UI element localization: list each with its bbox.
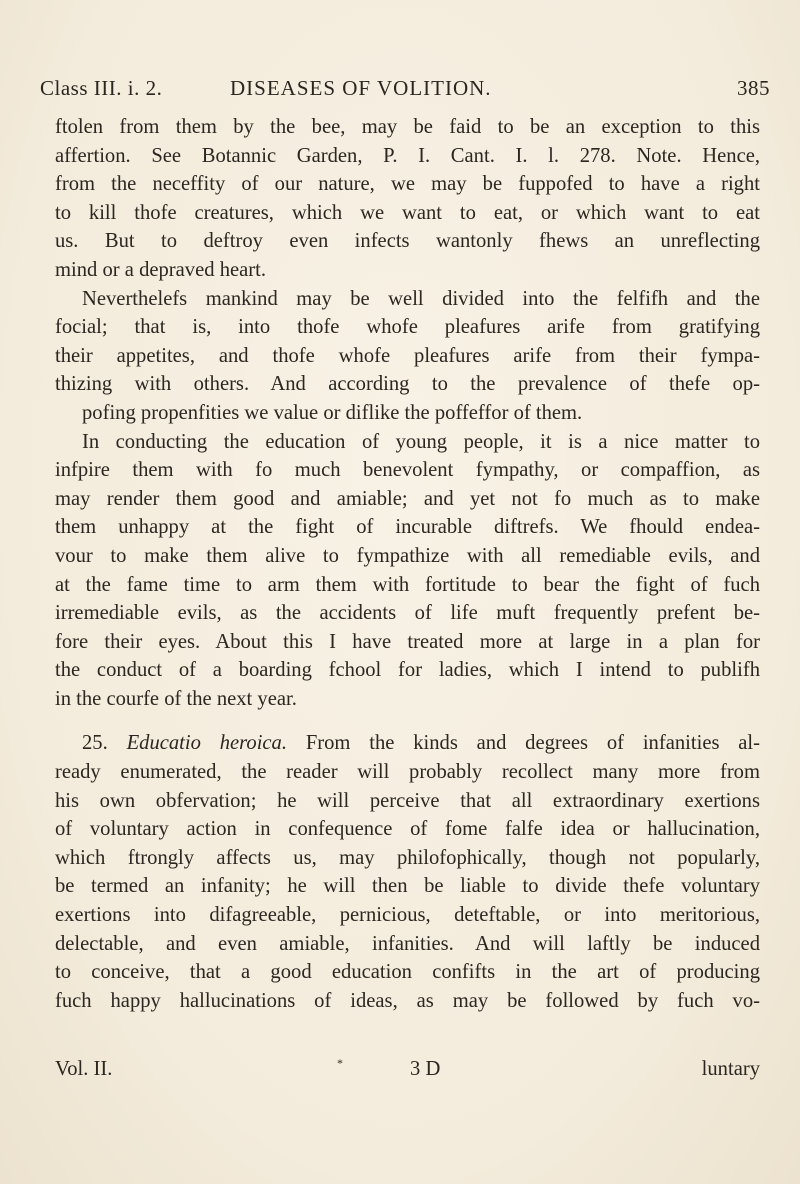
text-line: ftolen from them by the bee, may be faid to be an exception to this [55,116,760,138]
text-line: affertion. See Botannic Garden, P. I. Cant. I. l. 278. Note. Hence, [55,144,760,167]
text-line: from the neceffity of our nature, we may be fuppofed to have a right [55,173,760,196]
text-line: them unhappy at the fight of incurable diftrefs. We fhould endea- [55,516,760,539]
text-line: pofing propenfities we value or diflike the poffeffor of them. [82,401,583,424]
section-25 [55,729,760,1015]
text-line: irremediable evils, as the accidents of life muft frequently prefent be- [55,602,760,625]
text-line: Neverthelefs mankind may be well divided into the felfifh and the [82,287,760,310]
text-line: infpire them with fo much benevolent fympathy, or compaffion, as [55,459,760,482]
section-first-line [55,729,760,758]
class-label: Class III. i. 2. [40,76,163,100]
text-line: of voluntary action in confequence of fome falfe idea or hallucination, [55,818,760,841]
text-line: fore their eyes. About this I have treated more at large in a plan for [55,630,760,653]
paragraph-gap [55,713,760,729]
text-line: vour to make them alive to fympathize with all remediable evils, and [55,544,760,567]
text-line: his own obfervation; he will perceive that all extraordinary exertions [55,789,760,812]
page-footer [55,1058,760,1088]
text-line: mind or a depraved heart. [55,258,266,281]
text-line: In conducting the education of young people, it is a nice matter to [82,430,760,453]
text-line: in the courfe of the next year. [55,687,297,710]
text-line: be termed an infanity; he will then be liable to divide thefe voluntary [55,875,760,898]
footer-mark: * [337,1056,343,1070]
page-title: DISEASES OF VOLITION. [230,76,492,100]
page-number: 385 [737,76,770,100]
section-title: Educatio heroica. [126,732,288,755]
text-line: focial; that is, into thofe whofe pleafures arife from gratifying [55,316,760,339]
text-line: fuch happy hallucinations of ideas, as may be followed by fuch vo- [55,989,760,1012]
text-line: their appetites, and thofe whofe pleafures arife from their fympa- [55,344,760,367]
paragraph-1 [55,113,760,285]
running-header [40,76,770,110]
section-first-line-text: From the kinds and degrees of infanities al- [305,732,760,755]
text-line: thizing with others. And according to the prevalence of thefe op- [55,373,760,396]
catchword: luntary [701,1058,760,1080]
signature-mark: 3 D [410,1058,441,1080]
text-line: may render them good and amiable; and yet not fo much as to make [55,487,760,510]
paragraph-3 [55,428,760,714]
text-line: to conceive, that a good education confifts in the art of producing [55,961,760,984]
paragraph-2 [55,285,760,428]
text-line: the conduct of a boarding fchool for ladies, which I intend to publifh [55,659,760,682]
text-line: ready enumerated, the reader will probably recollect many more from [55,761,760,784]
section-number: 25. [82,732,108,755]
text-line: at the fame time to arm them with fortitude to bear the fight of fuch [55,573,760,596]
text-line: delectable, and even amiable, infanities. And will laftly be induced [55,932,760,955]
body-text [55,113,760,1015]
text-line: to kill thofe creatures, which we want to eat, or which want to eat [55,201,760,224]
volume-label: Vol. II. [55,1058,113,1080]
text-line: which ftrongly affects us, may philofophically, though not popularly, [55,846,760,869]
text-line: us. But to deftroy even infects wantonly fhews an unreflecting [55,230,760,253]
text-line: exertions into difagreeable, pernicious, deteftable, or into meritorious, [55,904,760,927]
